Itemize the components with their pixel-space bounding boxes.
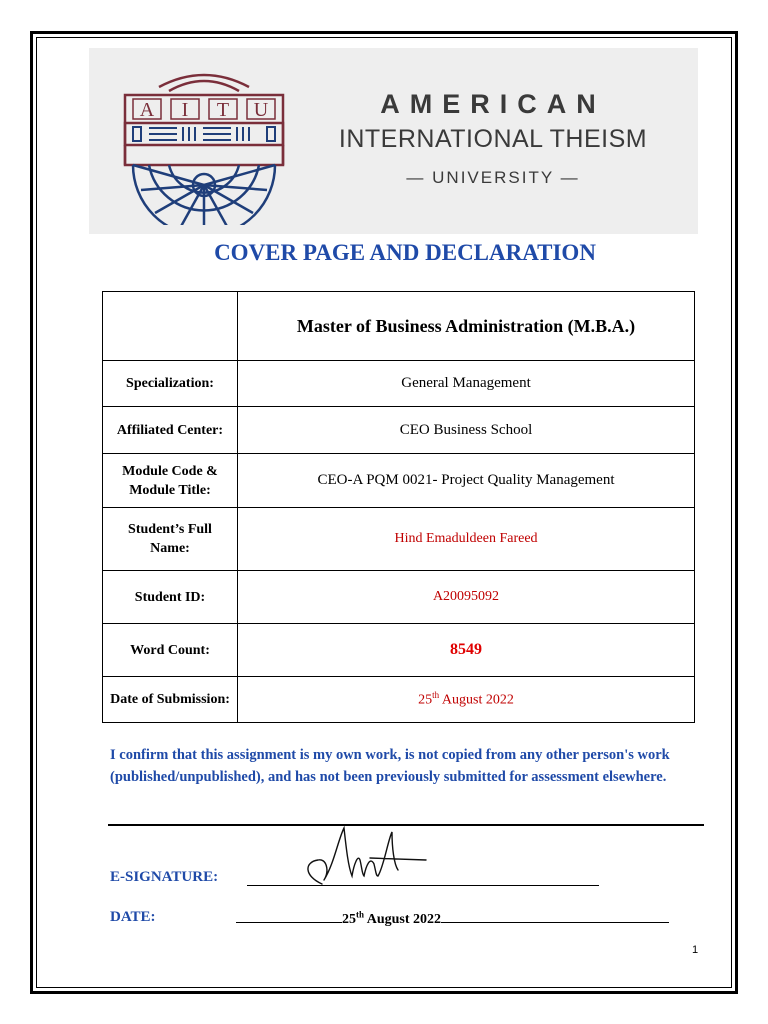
row-label: Student ID: [103, 571, 238, 624]
university-logo [89, 48, 698, 234]
table-row [103, 508, 695, 571]
logo-line-american: AMERICAN [380, 89, 606, 119]
date-month-year: August 2022 [364, 912, 442, 927]
row-label: Module Code & Module Title: [103, 454, 238, 508]
date-underline-left [236, 908, 342, 923]
logo-line-university: — UNIVERSITY — [406, 168, 580, 187]
submission-day-suffix: th [432, 690, 440, 701]
date-label: DATE: [110, 909, 156, 925]
logo-letter: A [139, 99, 155, 121]
table-row [103, 571, 695, 624]
empty-label-cell [103, 292, 238, 361]
submission-day: 25 [418, 692, 433, 708]
logo-letter: T [216, 99, 230, 121]
program-name: Master of Business Administration (M.B.A.) [238, 292, 695, 361]
submission-month-year: August 2022 [439, 692, 514, 708]
specialization-value: General Management [238, 361, 695, 407]
row-label: Student’s Full Name: [103, 508, 238, 571]
row-label: Affiliated Center: [103, 407, 238, 454]
university-emblem-icon [119, 65, 289, 225]
student-id-value: A20095092 [238, 571, 695, 624]
page-number: 1 [692, 944, 699, 956]
affiliated-center-value: CEO Business School [238, 407, 695, 454]
table-row [103, 454, 695, 508]
logo-letter: U [253, 99, 269, 121]
word-count-value: 8549 [238, 624, 695, 677]
table-row [103, 624, 695, 677]
cover-info-table [102, 291, 695, 723]
row-label: Specialization: [103, 361, 238, 407]
page-title: COVER PAGE AND DECLARATION [214, 240, 596, 265]
submission-date-value [238, 677, 695, 723]
date-field [236, 908, 669, 928]
signature-line [247, 885, 599, 886]
module-value: CEO-A PQM 0021- Project Quality Management [238, 454, 695, 508]
declaration-text: I confirm that this assignment is my own work, is not copied from any other person's work (published/unpublished), and has not been previously submitted for assessment elsewhere. [110, 747, 670, 785]
logo-wordmark [303, 88, 683, 190]
handwritten-signature [300, 824, 440, 890]
student-name-value: Hind Emaduldeen Fareed [238, 508, 695, 571]
logo-letter: I [181, 99, 189, 121]
date-day: 25 [342, 912, 356, 927]
table-row [103, 677, 695, 723]
row-label: Word Count: [103, 624, 238, 677]
table-row [103, 292, 695, 361]
e-signature-label: E-SIGNATURE: [110, 869, 219, 885]
date-day-suffix: th [356, 909, 365, 920]
date-underline-right [441, 908, 669, 923]
table-row [103, 407, 695, 454]
logo-line-international-theism: INTERNATIONAL THEISM [338, 125, 648, 153]
table-row [103, 361, 695, 407]
row-label: Date of Submission: [103, 677, 238, 723]
